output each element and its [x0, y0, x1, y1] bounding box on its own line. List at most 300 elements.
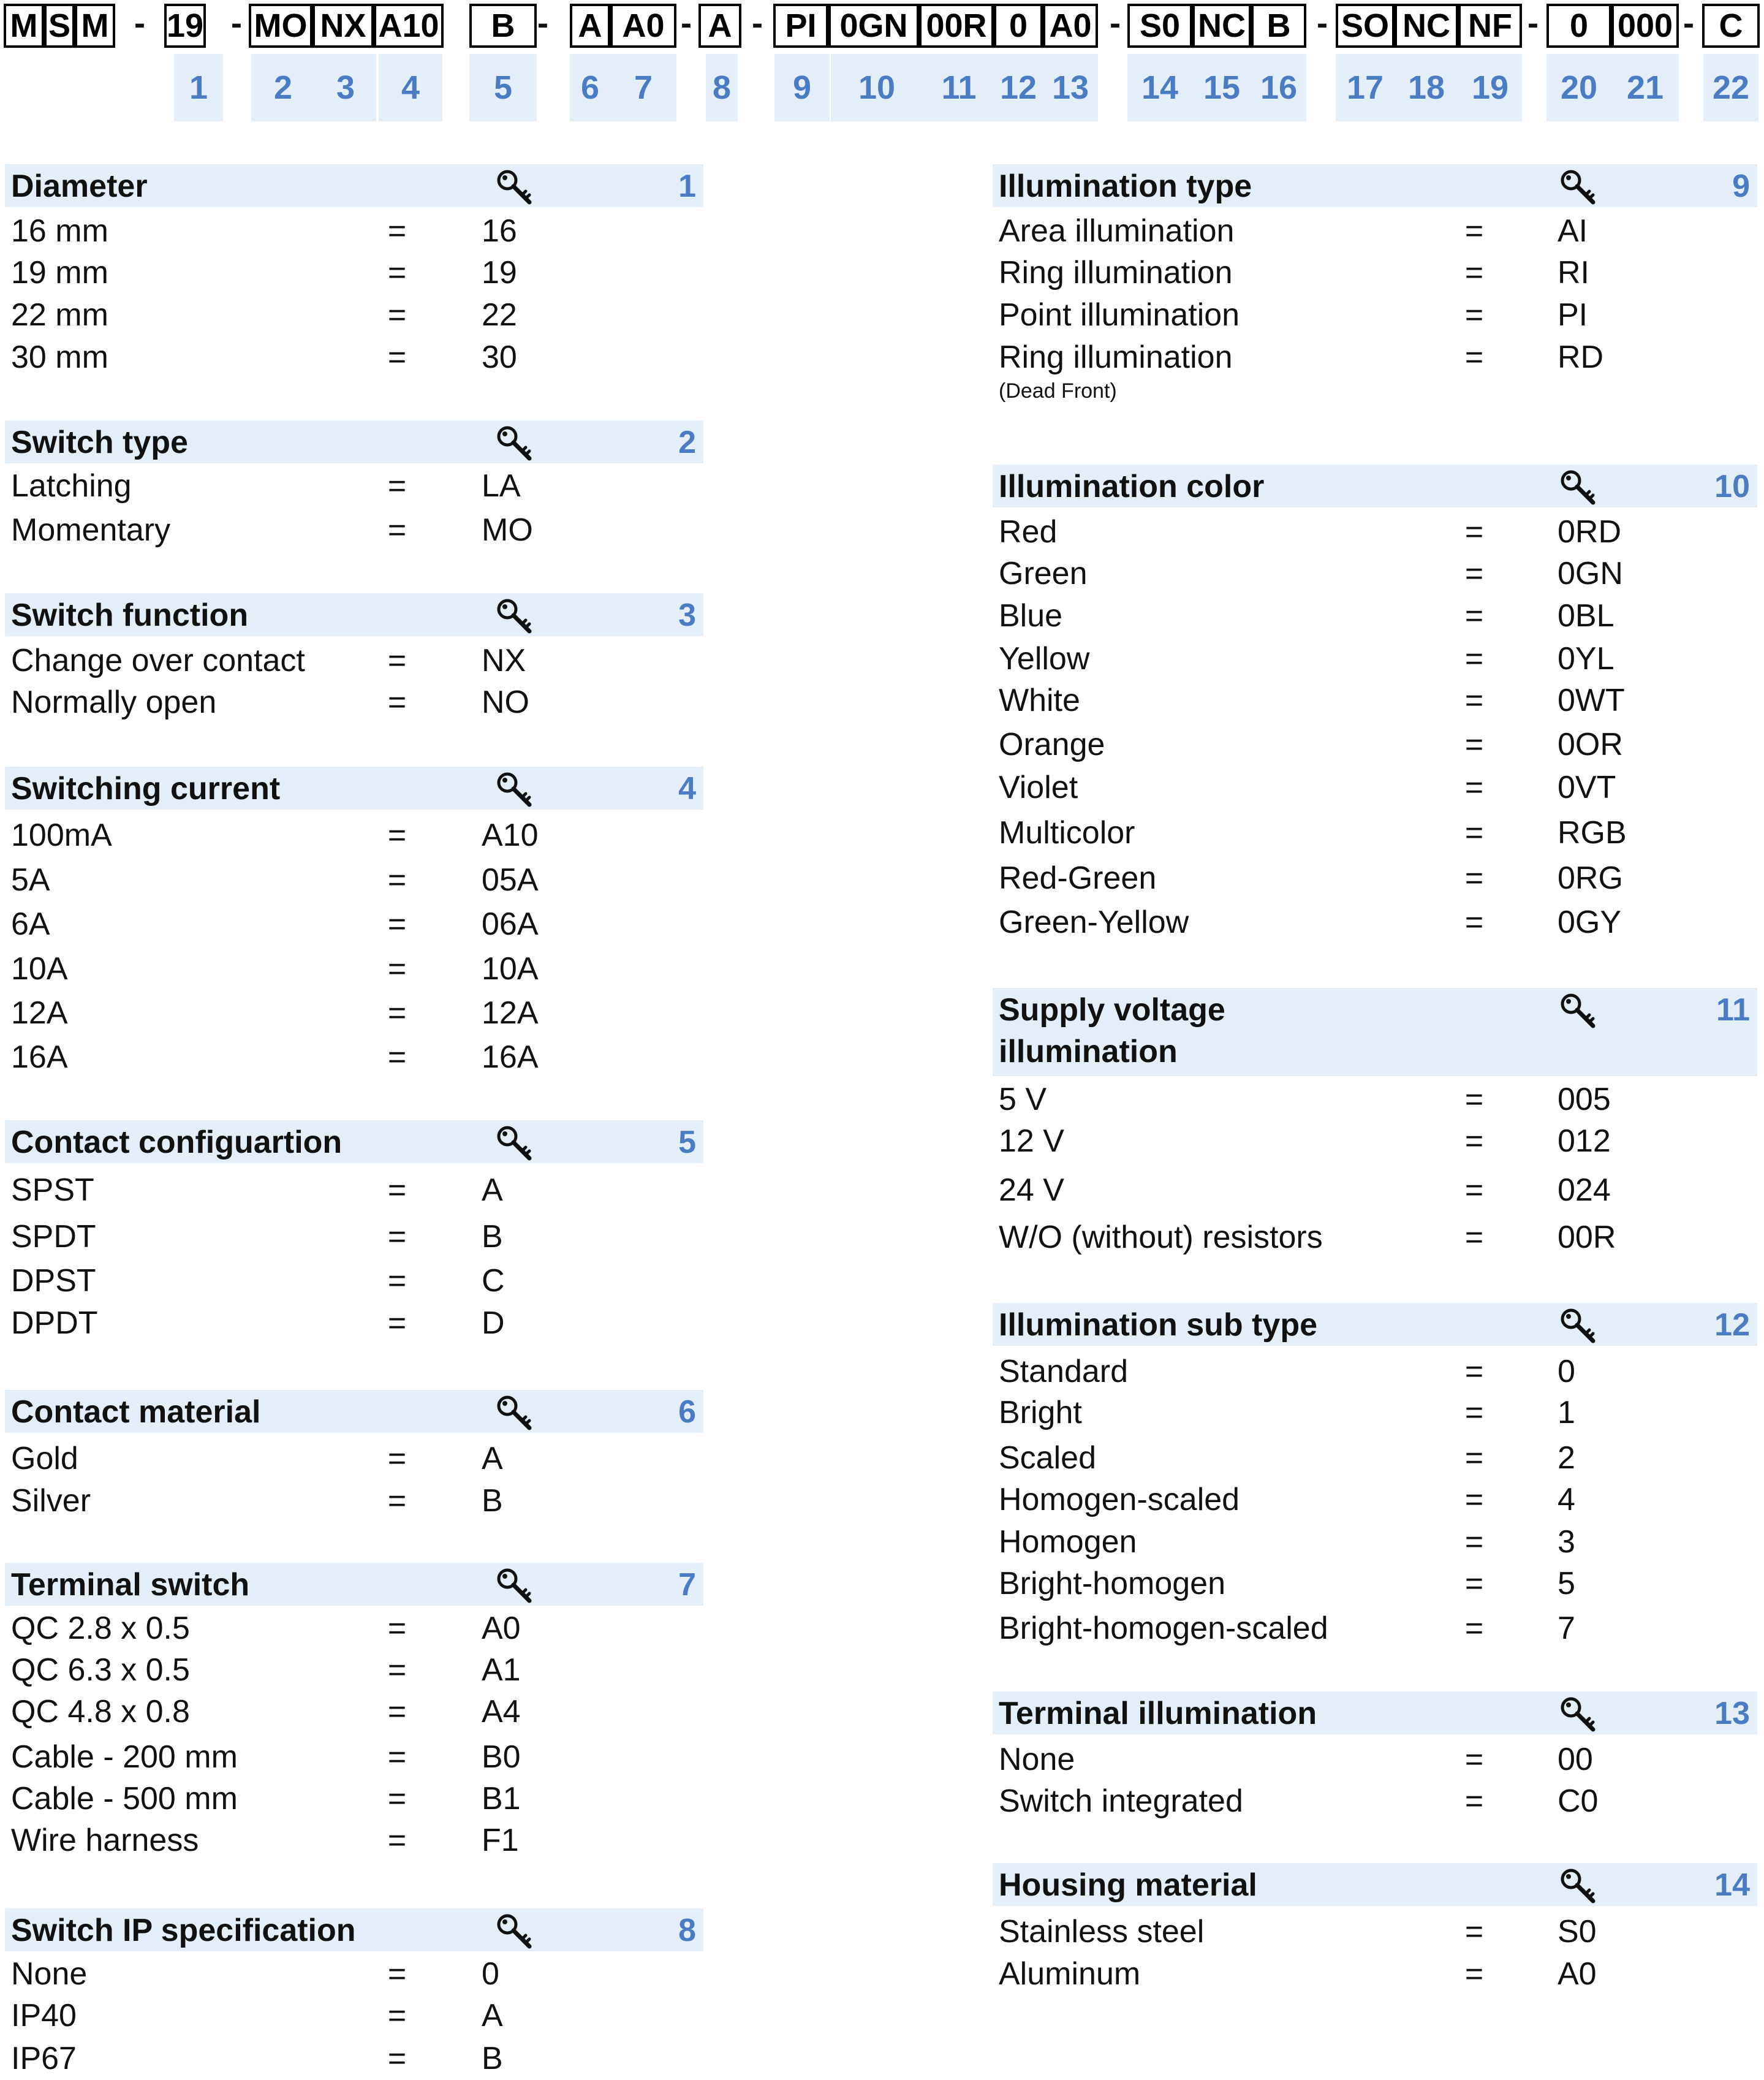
- code-box: S: [44, 4, 75, 48]
- position-number: 17: [1336, 54, 1395, 121]
- option-label: Silver: [11, 1483, 91, 1519]
- option-label: 12A: [11, 995, 68, 1031]
- equals-sign: =: [387, 340, 407, 375]
- code-separator: -: [681, 5, 692, 42]
- option-label: 30 mm: [11, 340, 108, 375]
- equals-sign: =: [1464, 1123, 1484, 1159]
- equals-sign: =: [387, 1305, 407, 1341]
- code-box: SO: [1336, 4, 1395, 48]
- option-code: 0: [1558, 1354, 1575, 1389]
- option-label: 16A: [11, 1039, 68, 1075]
- equals-sign: =: [1464, 815, 1484, 851]
- section-number: 9: [1732, 169, 1750, 204]
- section-number: 2: [678, 425, 696, 460]
- code-box: PI: [773, 4, 828, 48]
- option-row: [993, 679, 1757, 722]
- option-label: Homogen-scaled: [999, 1482, 1240, 1517]
- option-label: Bright: [999, 1395, 1082, 1430]
- option-row: [5, 1169, 703, 1212]
- option-label: Bright-homogen-scaled: [999, 1611, 1328, 1646]
- code-box: A: [698, 4, 741, 48]
- equals-sign: =: [1464, 1082, 1484, 1117]
- code-box: C: [1702, 4, 1760, 48]
- option-row: [5, 681, 703, 724]
- option-code: D: [482, 1305, 505, 1341]
- equals-sign: =: [1464, 727, 1484, 762]
- option-label: 24 V: [999, 1172, 1064, 1208]
- key-icon: [495, 770, 534, 807]
- equals-sign: =: [1464, 905, 1484, 940]
- option-row: [993, 1391, 1757, 1434]
- equals-sign: =: [387, 297, 407, 333]
- code-box: NX: [312, 4, 374, 48]
- equals-sign: =: [1464, 683, 1484, 718]
- code-box: B: [469, 4, 537, 48]
- option-row: [993, 511, 1757, 553]
- equals-sign: =: [387, 1823, 407, 1858]
- option-row: [993, 1216, 1757, 1259]
- equals-sign: =: [387, 1263, 407, 1299]
- position-number: 13: [1043, 54, 1098, 121]
- option-code: 4: [1558, 1482, 1575, 1517]
- section-number: 13: [1714, 1696, 1750, 1731]
- section-number: 5: [678, 1125, 696, 1160]
- option-label: Multicolor: [999, 815, 1135, 851]
- equals-sign: =: [1464, 1611, 1484, 1646]
- option-label: 12 V: [999, 1123, 1064, 1159]
- key-icon: [495, 424, 534, 461]
- option-row: [5, 1777, 703, 1820]
- code-separator: -: [134, 5, 145, 42]
- option-code: 7: [1558, 1611, 1575, 1646]
- option-row: [993, 1520, 1757, 1563]
- option-code: 0YL: [1558, 641, 1614, 677]
- key-icon: [1559, 1867, 1598, 1904]
- equals-sign: =: [1464, 1220, 1484, 1255]
- option-row: [5, 294, 703, 336]
- equals-sign: =: [387, 951, 407, 987]
- equals-sign: =: [1464, 1395, 1484, 1430]
- order-code-strip: [0, 0, 1764, 123]
- code-box: M: [75, 4, 115, 48]
- option-code: AI: [1558, 213, 1588, 249]
- option-code: 30: [482, 340, 517, 375]
- code-box: NC: [1395, 4, 1458, 48]
- section-header: [5, 420, 703, 463]
- code-box: A: [570, 4, 610, 48]
- option-label: Change over contact: [11, 643, 305, 678]
- option-code: A: [482, 1998, 503, 2033]
- option-label: Scaled: [999, 1440, 1096, 1476]
- option-code: 0RG: [1558, 860, 1623, 896]
- equals-sign: =: [387, 1694, 407, 1729]
- option-code: B: [482, 2041, 503, 2076]
- option-row: [993, 811, 1757, 854]
- key-icon: [495, 597, 534, 634]
- section-header: [993, 1691, 1757, 1734]
- option-code: 005: [1558, 1082, 1611, 1117]
- option-code: RI: [1558, 255, 1589, 290]
- section-header: [993, 164, 1757, 207]
- option-row: [5, 1736, 703, 1778]
- option-label: W/O (without) resistors: [999, 1220, 1323, 1255]
- section-title: Switch type: [11, 425, 188, 460]
- option-code: A: [482, 1172, 503, 1208]
- code-box: 00R: [919, 4, 994, 48]
- option-code: 024: [1558, 1172, 1611, 1208]
- section-header: [5, 767, 703, 810]
- section-number: 12: [1714, 1307, 1750, 1343]
- option-row: [993, 336, 1757, 403]
- option-row: [993, 294, 1757, 336]
- section-number: 3: [678, 598, 696, 633]
- code-box: A10: [374, 4, 444, 48]
- option-row: [993, 552, 1757, 595]
- option-label: Switch integrated: [999, 1783, 1243, 1819]
- option-label: 10A: [11, 951, 68, 987]
- option-label: 100mA: [11, 818, 112, 853]
- option-row: [5, 814, 703, 857]
- equals-sign: =: [1464, 1566, 1484, 1601]
- section-title: Contact material: [11, 1394, 261, 1430]
- position-number: 20: [1546, 54, 1611, 121]
- option-row: [5, 992, 703, 1034]
- section-header: [5, 1563, 703, 1606]
- equals-sign: =: [387, 255, 407, 290]
- section-header: [5, 164, 703, 207]
- option-row: [5, 1819, 703, 1862]
- option-code: 0RD: [1558, 514, 1622, 550]
- position-number: 11: [922, 54, 996, 121]
- position-number: 19: [1458, 54, 1522, 121]
- code-box: 0: [994, 4, 1043, 48]
- option-label: QC 4.8 x 0.8: [11, 1694, 190, 1729]
- section-header: [993, 465, 1757, 507]
- option-row: [5, 1690, 703, 1733]
- option-label: Cable - 200 mm: [11, 1739, 238, 1775]
- position-number: 6: [570, 54, 610, 121]
- section-number: 4: [678, 771, 696, 807]
- key-icon: [1559, 1695, 1598, 1732]
- equals-sign: =: [387, 512, 407, 548]
- option-label: 6A: [11, 906, 50, 942]
- option-label: Bright-homogen: [999, 1566, 1225, 1601]
- equals-sign: =: [387, 1172, 407, 1208]
- section-header: [5, 1390, 703, 1433]
- position-number: 14: [1127, 54, 1192, 121]
- option-row: [5, 509, 703, 552]
- option-label: DPST: [11, 1263, 96, 1299]
- code-box: 0GN: [828, 4, 919, 48]
- option-label: DPDT: [11, 1305, 98, 1341]
- option-note: (Dead Front): [999, 379, 1117, 403]
- option-row: [5, 336, 703, 379]
- section-title: Terminal illumination: [999, 1696, 1317, 1731]
- code-separator: -: [1110, 5, 1121, 42]
- option-label: Momentary: [11, 512, 171, 548]
- option-row: [5, 210, 703, 252]
- option-code: 22: [482, 297, 517, 333]
- equals-sign: =: [1464, 213, 1484, 249]
- option-row: [993, 766, 1757, 809]
- option-label: 5 V: [999, 1082, 1047, 1117]
- equals-sign: =: [1464, 340, 1484, 375]
- code-box: B: [1251, 4, 1306, 48]
- option-label: Ring illumination: [999, 340, 1233, 375]
- position-number: 4: [379, 54, 442, 121]
- option-row: [993, 594, 1757, 637]
- option-code: C: [482, 1263, 505, 1299]
- option-row: [993, 1953, 1757, 1995]
- option-code: 16A: [482, 1039, 539, 1075]
- section-title: Housing material: [999, 1867, 1257, 1903]
- option-code: 12A: [482, 995, 539, 1031]
- option-row: [993, 1350, 1757, 1393]
- option-row: [993, 1078, 1757, 1121]
- equals-sign: =: [1464, 770, 1484, 805]
- key-icon: [495, 168, 534, 205]
- option-label: QC 6.3 x 0.5: [11, 1652, 190, 1688]
- position-number: 12: [994, 54, 1043, 121]
- option-label: Standard: [999, 1354, 1129, 1389]
- equals-sign: =: [1464, 255, 1484, 290]
- equals-sign: =: [387, 2041, 407, 2076]
- option-label: Green: [999, 556, 1088, 591]
- option-code: 0GY: [1558, 905, 1622, 940]
- equals-sign: =: [387, 1781, 407, 1816]
- equals-sign: =: [387, 468, 407, 504]
- section-title: Illumination type: [999, 169, 1252, 204]
- option-label: Homogen: [999, 1524, 1137, 1560]
- position-number: 1: [174, 54, 223, 121]
- option-row: [5, 1479, 703, 1522]
- equals-sign: =: [387, 685, 407, 720]
- code-box: MO: [249, 4, 312, 48]
- code-separator: -: [752, 5, 763, 42]
- position-number: 2: [251, 54, 315, 121]
- option-label: Violet: [999, 770, 1078, 805]
- equals-sign: =: [387, 1739, 407, 1775]
- option-row: [993, 251, 1757, 294]
- equals-sign: =: [387, 1483, 407, 1519]
- option-row: [993, 1738, 1757, 1781]
- option-code: RGB: [1558, 815, 1627, 851]
- key-icon: [1559, 1307, 1598, 1343]
- option-code: S0: [1558, 1914, 1597, 1949]
- key-icon: [495, 1394, 534, 1430]
- option-code: A1: [482, 1652, 521, 1688]
- option-code: 0WT: [1558, 683, 1625, 718]
- option-label: None: [11, 1956, 88, 1992]
- section-title: Contact configuartion: [11, 1125, 343, 1160]
- section-header: [5, 1120, 703, 1163]
- option-code: 5: [1558, 1566, 1575, 1601]
- option-code: RD: [1558, 340, 1604, 375]
- option-code: 06A: [482, 906, 539, 942]
- equals-sign: =: [1464, 514, 1484, 550]
- section-header: [5, 593, 703, 636]
- option-label: 22 mm: [11, 297, 108, 333]
- position-number: 15: [1192, 54, 1251, 121]
- section-header: [993, 1303, 1757, 1346]
- option-row: [5, 2037, 703, 2080]
- option-row: [5, 1437, 703, 1480]
- position-number: 9: [774, 54, 830, 121]
- option-code: B1: [482, 1781, 521, 1816]
- code-box: NC: [1192, 4, 1251, 48]
- option-label: 5A: [11, 862, 50, 898]
- option-row: [5, 1036, 703, 1079]
- section-number: 14: [1714, 1867, 1750, 1903]
- equals-sign: =: [1464, 1524, 1484, 1560]
- option-code: 0VT: [1558, 770, 1616, 805]
- equals-sign: =: [387, 1039, 407, 1075]
- option-code: 05A: [482, 862, 539, 898]
- equals-sign: =: [387, 213, 407, 249]
- position-number: 16: [1251, 54, 1306, 121]
- equals-sign: =: [1464, 1482, 1484, 1517]
- option-code: PI: [1558, 297, 1588, 333]
- code-box: A0: [1043, 4, 1098, 48]
- key-icon: [1559, 992, 1598, 1028]
- option-label: IP67: [11, 2041, 77, 2076]
- section-number: 11: [1716, 992, 1750, 1028]
- option-code: NX: [482, 643, 526, 678]
- option-row: [993, 1437, 1757, 1479]
- position-number: 10: [831, 54, 923, 121]
- option-row: [5, 947, 703, 990]
- option-code: A10: [482, 818, 539, 853]
- section-header: [5, 1908, 703, 1951]
- code-box: A0: [610, 4, 676, 48]
- option-label: Red: [999, 514, 1058, 550]
- equals-sign: =: [387, 1956, 407, 1992]
- option-code: B: [482, 1483, 503, 1519]
- equals-sign: =: [1464, 1742, 1484, 1777]
- option-code: C0: [1558, 1783, 1599, 1819]
- option-label: Orange: [999, 727, 1105, 762]
- option-row: [5, 903, 703, 946]
- equals-sign: =: [1464, 1440, 1484, 1476]
- option-code: 2: [1558, 1440, 1575, 1476]
- option-row: [5, 1302, 703, 1345]
- position-number: 7: [610, 54, 676, 121]
- option-row: [5, 1994, 703, 2037]
- option-label: Aluminum: [999, 1956, 1141, 1992]
- option-code: 1: [1558, 1395, 1575, 1430]
- option-row: [993, 1607, 1757, 1650]
- option-code: LA: [482, 468, 521, 504]
- equals-sign: =: [387, 643, 407, 678]
- equals-sign: =: [387, 1998, 407, 2033]
- section-number: 6: [678, 1394, 696, 1430]
- key-icon: [495, 1124, 534, 1161]
- key-icon: [495, 1912, 534, 1949]
- option-row: [993, 857, 1757, 900]
- option-label: Red-Green: [999, 860, 1157, 896]
- section-title: Supply voltage: [999, 992, 1225, 1028]
- option-code: A0: [1558, 1956, 1597, 1992]
- option-label: SPDT: [11, 1219, 96, 1254]
- option-row: [993, 1910, 1757, 1953]
- code-box: S0: [1127, 4, 1192, 48]
- section-title: Switching current: [11, 771, 281, 807]
- equals-sign: =: [387, 1652, 407, 1688]
- option-row: [993, 901, 1757, 944]
- section-title: Illumination sub type: [999, 1307, 1318, 1343]
- option-code: 10A: [482, 951, 539, 987]
- option-label: Blue: [999, 598, 1063, 634]
- option-label: IP40: [11, 1998, 77, 2033]
- equals-sign: =: [387, 1219, 407, 1254]
- code-box: 19: [164, 4, 206, 48]
- option-code: 0OR: [1558, 727, 1623, 762]
- option-code: 012: [1558, 1123, 1611, 1159]
- section-number: 8: [678, 1913, 696, 1948]
- option-label: Green-Yellow: [999, 905, 1189, 940]
- code-separator: -: [1317, 5, 1328, 42]
- option-label: Stainless steel: [999, 1914, 1205, 1949]
- option-code: A: [482, 1441, 503, 1476]
- code-box: M: [4, 4, 44, 48]
- section-header: [993, 1863, 1757, 1906]
- section-number: 10: [1714, 469, 1750, 504]
- section-title: Illumination color: [999, 469, 1265, 504]
- equals-sign: =: [1464, 1354, 1484, 1389]
- option-row: [5, 1259, 703, 1302]
- option-label: None: [999, 1742, 1075, 1777]
- option-code: A0: [482, 1611, 521, 1646]
- option-row: [5, 859, 703, 901]
- key-icon: [1559, 168, 1598, 205]
- equals-sign: =: [1464, 556, 1484, 591]
- equals-sign: =: [1464, 641, 1484, 677]
- position-number: 21: [1611, 54, 1679, 121]
- equals-sign: =: [387, 1611, 407, 1646]
- option-code: A4: [482, 1694, 521, 1729]
- option-code: 0BL: [1558, 598, 1614, 634]
- option-row: [5, 251, 703, 294]
- option-row: [993, 1169, 1757, 1212]
- option-code: 19: [482, 255, 517, 290]
- option-row: [5, 1649, 703, 1691]
- option-code: MO: [482, 512, 533, 548]
- code-box: 000: [1611, 4, 1679, 48]
- option-row: [993, 1120, 1757, 1163]
- option-code: 16: [482, 213, 517, 249]
- equals-sign: =: [387, 995, 407, 1031]
- equals-sign: =: [1464, 1956, 1484, 1992]
- equals-sign: =: [387, 1441, 407, 1476]
- section-title: Switch function: [11, 598, 249, 633]
- option-code: 00R: [1558, 1220, 1616, 1255]
- position-number: 5: [469, 54, 537, 121]
- option-code: B0: [482, 1739, 521, 1775]
- option-row: [5, 1215, 703, 1258]
- option-label: 19 mm: [11, 255, 108, 290]
- section-title: Switch IP specification: [11, 1913, 356, 1948]
- option-label: Area illumination: [999, 213, 1235, 249]
- option-code: 0: [482, 1956, 499, 1992]
- option-row: [5, 1953, 703, 1995]
- option-row: [5, 465, 703, 507]
- option-row: [993, 1562, 1757, 1605]
- equals-sign: =: [387, 862, 407, 898]
- code-separator: -: [231, 5, 242, 42]
- option-code: NO: [482, 685, 529, 720]
- option-label: Gold: [11, 1441, 78, 1476]
- position-number: 3: [315, 54, 376, 121]
